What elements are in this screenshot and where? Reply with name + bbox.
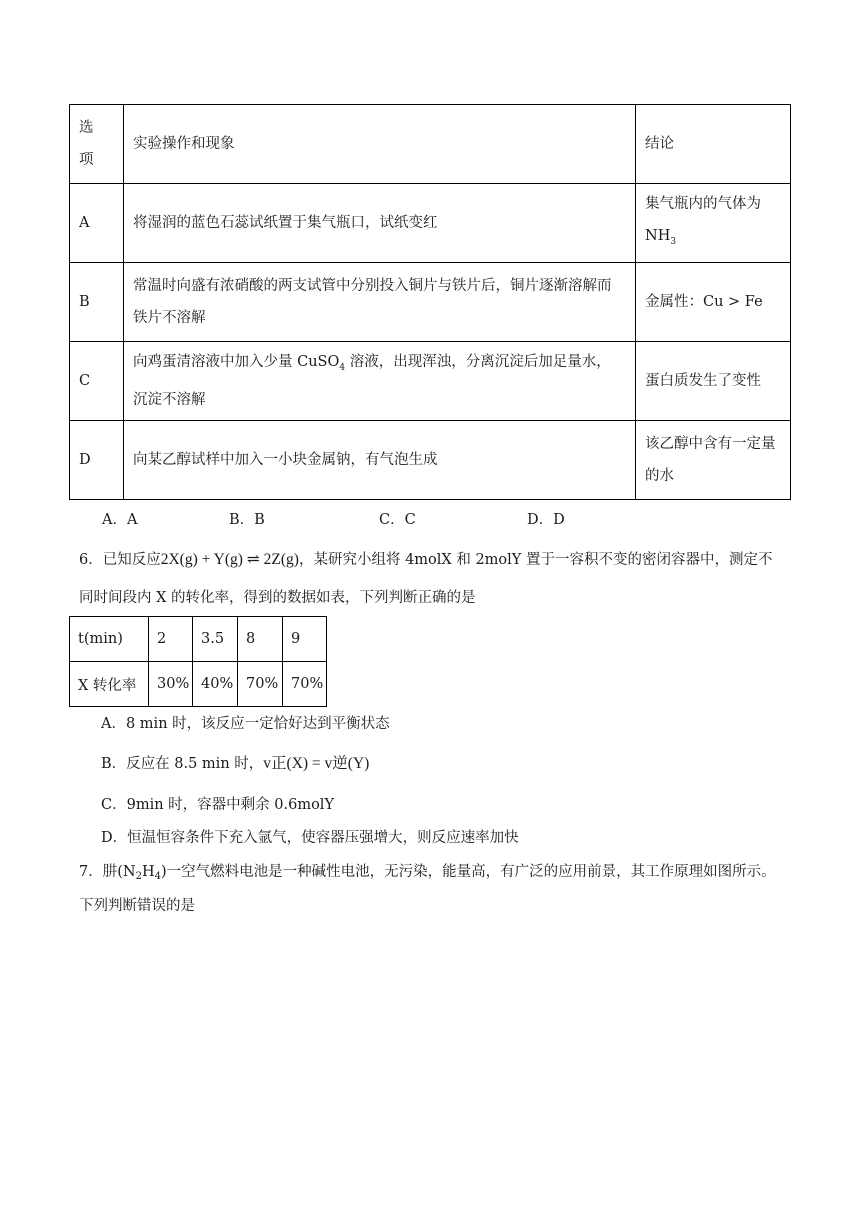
conclusion-line2: 的水 xyxy=(645,468,674,484)
q6-option-b-text: B．反应在 8.5 min 时， xyxy=(101,756,264,772)
table-row xyxy=(70,342,791,421)
operation-line1 xyxy=(133,346,635,384)
table-cell: 70% xyxy=(283,662,327,707)
q6-option-d: D．恒温恒容条件下充入氩气，使容器压强增大，则反应速率加快 xyxy=(101,830,519,846)
q6-option-c: C．9min 时，容器中剩余 0.6molY xyxy=(101,797,335,813)
table-cell: 2 xyxy=(149,617,193,662)
operation-text-b: 溶液，出现浑浊，分离沉淀后加足量水， xyxy=(345,354,611,370)
q5-option-a: A．A xyxy=(102,512,138,528)
conclusion-cell: 金属性：Cu > Fe xyxy=(636,263,791,342)
q5-option-b: B．B xyxy=(229,512,265,528)
q6-stem-line1 xyxy=(79,548,772,572)
q7-text-c: )一空气燃料电池是一种碱性电池，无污染，能量高，有广泛的应用前景，其工作原理如图所示。 xyxy=(160,864,776,880)
header-option-line2: 项 xyxy=(79,152,94,168)
conclusion-cell: 蛋白质发生了变性 xyxy=(636,342,791,421)
operation-cell xyxy=(124,263,636,342)
conclusion-line2 xyxy=(645,220,790,258)
table-header-row xyxy=(70,105,791,184)
conclusion-cell xyxy=(636,184,791,263)
operation-line1: 常温时向盛有浓硝酸的两支试管中分别投入铜片与铁片后，铜片逐渐溶解而 xyxy=(133,278,612,294)
option-cell: B xyxy=(70,263,124,342)
option-cell: D xyxy=(70,421,124,500)
operation-cell xyxy=(124,342,636,421)
table-row xyxy=(70,617,327,662)
q5-option-c: C．C xyxy=(379,512,416,528)
formula-subscript: 4 xyxy=(154,871,161,882)
formula-nh: NH xyxy=(645,228,671,244)
q6-option-b xyxy=(101,753,369,775)
q6-option-a: A．8 min 时，该反应一定恰好达到平衡状态 xyxy=(101,716,390,732)
formula-subscript: 3 xyxy=(670,237,677,247)
header-conclusion-cell: 结论 xyxy=(636,105,791,184)
operation-line2: 铁片不溶解 xyxy=(133,310,206,326)
operation-text-a: 向鸡蛋清溶液中加入少量 CuSO xyxy=(133,354,340,370)
header-option-line1: 选 xyxy=(79,120,94,136)
q7-stem-line1 xyxy=(79,860,776,889)
table-cell: 8 xyxy=(238,617,283,662)
option-cell: A xyxy=(70,184,124,263)
operation-cell: 向某乙醇试样中加入一小块金属钠，有气泡生成 xyxy=(124,421,636,500)
q6-stem-text: ，某研究小组将 4molX 和 2molY 置于一容积不变的密闭容器中，测定不 xyxy=(298,552,773,568)
q6-number: 6．已知反应 xyxy=(79,552,161,568)
q6-equation: 2X(g) + Y(g) ⇌ 2Z(g) xyxy=(160,551,299,568)
table-cell: X 转化率 xyxy=(70,662,149,707)
header-operation-cell: 实验操作和现象 xyxy=(124,105,636,184)
operation-cell: 将湿润的蓝色石蕊试纸置于集气瓶口，试纸变红 xyxy=(124,184,636,263)
option-cell: C xyxy=(70,342,124,421)
conclusion-line1: 该乙醇中含有一定量 xyxy=(645,436,776,452)
formula-subscript: 2 xyxy=(135,871,142,882)
table-cell: 70% xyxy=(238,662,283,707)
conclusion-line1: 集气瓶内的气体为 xyxy=(645,196,761,212)
q7-text-b: H xyxy=(141,864,155,880)
table-row xyxy=(70,263,791,342)
table-cell: t(min) xyxy=(70,617,149,662)
formula-subscript: 4 xyxy=(339,363,346,373)
q7-stem-line2: 下列判断错误的是 xyxy=(79,898,195,914)
q6-stem-line2: 同时间段内 X 的转化率，得到的数据如表，下列判断正确的是 xyxy=(79,590,476,606)
experiment-table xyxy=(69,104,791,500)
operation-line2: 沉淀不溶解 xyxy=(133,392,206,408)
q5-option-d: D．D xyxy=(527,512,565,528)
table-row xyxy=(70,662,327,707)
table-cell: 9 xyxy=(283,617,327,662)
table-cell: 3.5 xyxy=(193,617,238,662)
header-option-cell xyxy=(70,105,124,184)
table-cell: 30% xyxy=(149,662,193,707)
conclusion-cell xyxy=(636,421,791,500)
q6-option-b-formula: v正(X) = v逆(Y) xyxy=(263,755,370,772)
table-cell: 40% xyxy=(193,662,238,707)
table-row xyxy=(70,184,791,263)
q7-text-a: 7．肼(N xyxy=(79,864,136,880)
table-row xyxy=(70,421,791,500)
conversion-table xyxy=(69,616,327,707)
